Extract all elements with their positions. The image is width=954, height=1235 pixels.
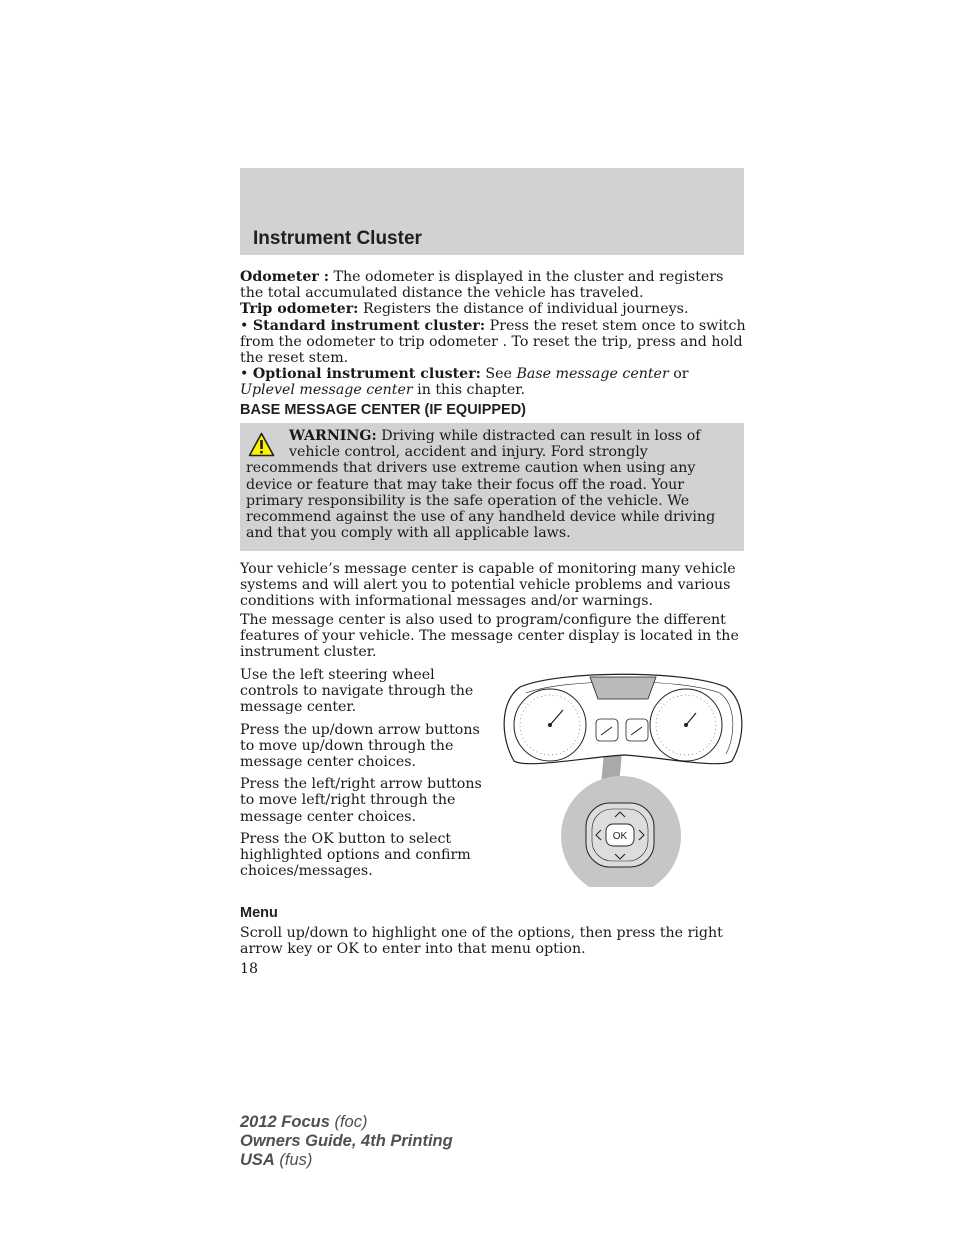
warning-body: Driving while distracted can result in loss of vehicle control, accident and injury. Ford strongly recommends that drivers use extreme caution when using any device or feature that may take their focus off the road. Your primary responsibility is the safe operation of the vehicle. We recommend against the use of any handheld device while driving and that you comply with all applicable laws. <box>246 428 716 542</box>
footer-guide: Owners Guide, 4th Printing <box>240 1132 453 1150</box>
menu-heading: Menu <box>240 905 278 921</box>
footer-market-code: (fus) <box>274 1151 313 1169</box>
menu-text: Scroll up/down to highlight one of the options, then press the right arrow key or OK to enter into that menu option. <box>240 925 723 958</box>
warning-triangle-icon <box>248 432 275 457</box>
instrument-cluster-diagram <box>500 665 746 887</box>
standard-cluster-paragraph <box>240 318 746 367</box>
standard-cluster-text: Press the reset stem once to switch from the odometer to trip odometer . To reset the trip, press and hold the reset stem. <box>240 318 746 367</box>
base-message-center-heading: BASE MESSAGE CENTER (IF EQUIPPED) <box>240 402 527 418</box>
bullet: • <box>240 366 253 382</box>
footer-market: USA <box>240 1151 275 1169</box>
section-title: Instrument Cluster <box>253 228 422 249</box>
optional-text-b: or <box>668 366 689 382</box>
steering-wheel-controls <box>586 803 654 867</box>
cross-reference-base: Base message center <box>516 366 669 382</box>
speedometer-icon <box>514 689 586 761</box>
instruction-item: Press the OK button to select highlighted options and confirm choices/messages. <box>240 830 471 880</box>
footer <box>240 1113 453 1170</box>
warning-text <box>246 428 738 541</box>
footer-model: 2012 Focus <box>240 1113 330 1131</box>
standard-cluster-term: Standard instrument cluster: <box>252 318 486 334</box>
message-center-intro: Your vehicle’s message center is capable of monitoring many vehicle systems and will alert you to potential vehicle problems and various conditions with informational messages and/or warnings. <box>240 561 736 610</box>
instruction-list <box>240 667 492 885</box>
optional-cluster-paragraph <box>240 366 746 398</box>
instruction-item: Press the left/right arrow buttons to move left/right through the message center choices. <box>240 776 482 825</box>
optional-text-a: See <box>480 366 517 382</box>
trip-odometer-paragraph <box>240 301 746 317</box>
footer-line <box>240 1132 453 1151</box>
ok-label: OK <box>612 831 628 842</box>
optional-text-c: in this chapter. <box>412 382 525 399</box>
tachometer-icon <box>650 689 722 761</box>
odometer-text: The odometer is displayed in the cluster and registers the total accumulated distance the vehicle has traveled. <box>240 269 724 302</box>
bullet: • <box>240 318 253 334</box>
footer-line <box>240 1113 453 1132</box>
odometer-term: Odometer : <box>240 269 330 285</box>
trip-odometer-term: Trip odometer: <box>240 301 359 317</box>
message-center-program: The message center is also used to program/configure the different features of your vehicle. The message center display is located in the instrument cluster. <box>240 612 739 661</box>
odometer-paragraph <box>240 269 746 301</box>
instruction-item: Use the left steering wheel controls to navigate through the message center. <box>240 667 474 716</box>
trip-odometer-text: Registers the distance of individual journeys. <box>358 301 689 317</box>
warning-box <box>240 423 744 551</box>
page-number: 18 <box>240 961 259 977</box>
footer-line <box>240 1151 453 1170</box>
instruction-item: Press the up/down arrow buttons to move up/down through the message center choices. <box>240 721 480 771</box>
message-center-display <box>590 677 656 699</box>
fuel-gauge-icon <box>596 719 618 741</box>
optional-cluster-term: Optional instrument cluster: <box>252 366 481 382</box>
footer-model-code: (foc) <box>329 1113 368 1131</box>
warning-term: WARNING: <box>289 428 377 444</box>
temperature-gauge-icon <box>626 719 648 741</box>
cross-reference-uplevel: Uplevel message center <box>240 382 413 399</box>
